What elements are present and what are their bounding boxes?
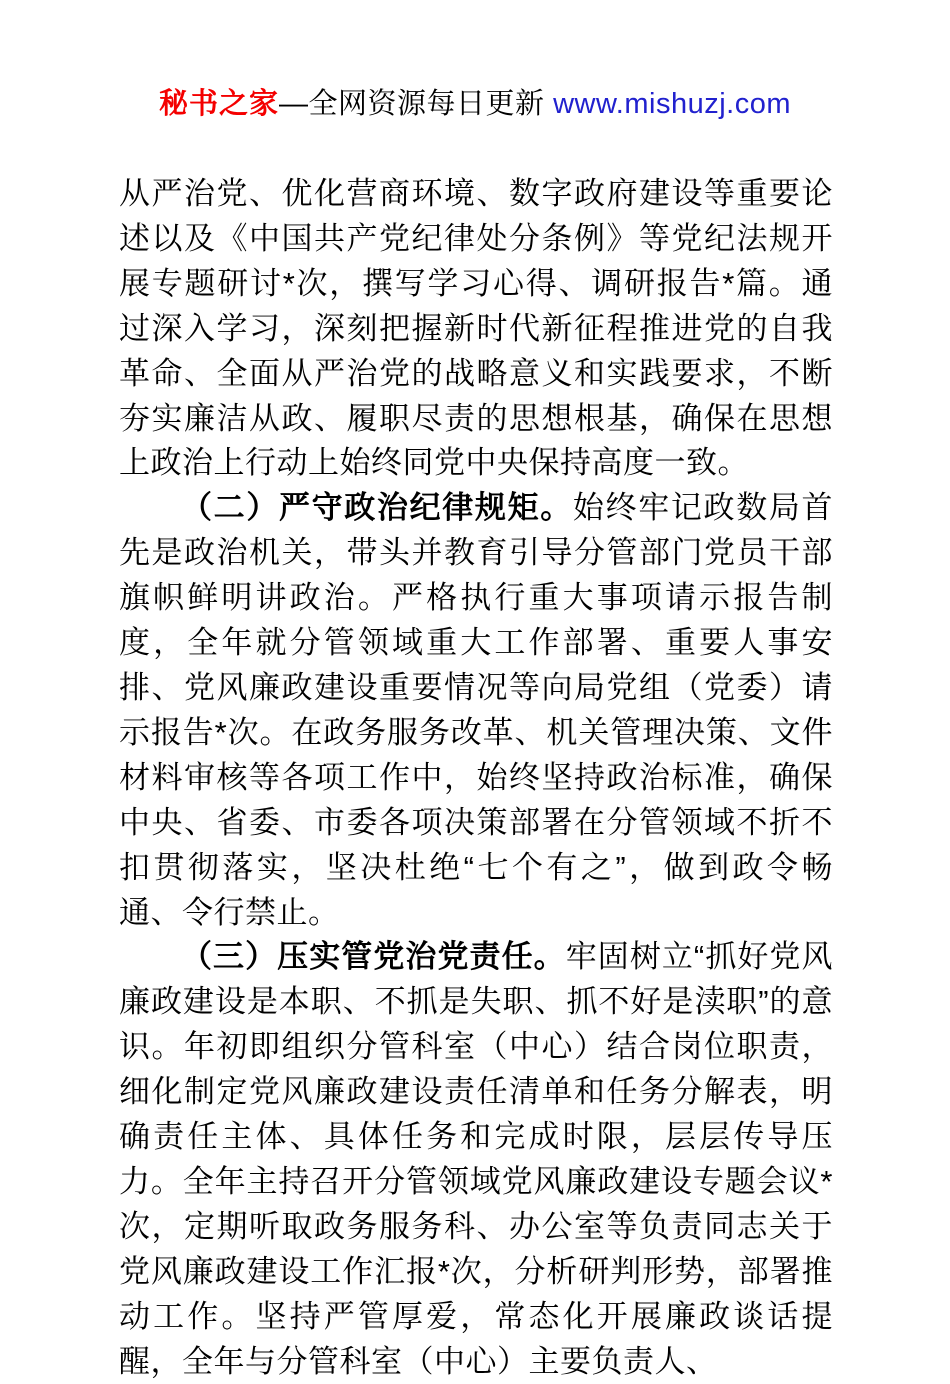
site-tagline: —全网资源每日更新: [279, 88, 554, 120]
document-body: [119, 172, 833, 1384]
site-header: [0, 86, 950, 122]
paragraph-continuation: [119, 172, 833, 486]
paragraph-heading: （三）压实管党治党责任。: [181, 939, 566, 975]
paragraph-section-3: [119, 935, 833, 1384]
site-name: 秘书之家: [158, 88, 279, 120]
paragraph-section-2: [119, 486, 833, 935]
paragraph-text: 从严治党、优化营商环境、数字政府建设等重要论述以及《中国共产党纪律处分条例》等党纪法规开展专题研讨*次，撰写学习心得、调研报告*篇。通过深入学习，深刻把握新时代新征程推进党的自我革命、全面从严治党的战略意义和实践要求，不断夯实廉洁从政、履职尽责的思想根基，确保在思想上政治上行动上始终同党中央保持高度一致。: [119, 176, 833, 481]
paragraph-text: 始终牢记政数局首先是政治机关，带头并教育引导分管部门党员干部旗帜鲜明讲政治。严格执行重大事项请示报告制度，全年就分管领域重大工作部署、重要人事安排、党风廉政建设重要情况等向局党组（党委）请示报告*次。在政务服务改革、机关管理决策、文件材料审核等各项工作中，始终坚持政治标准，确保中央、省委、市委各项决策部署在分管领域不折不扣贯彻落实，坚决杜绝“七个有之”，做到政令畅通、令行禁止。: [119, 490, 834, 930]
paragraph-text: 牢固树立“抓好党风廉政建设是本职、不抓是失职、抓不好是渎职”的意识。年初即组织分管科室（中心）结合岗位职责，细化制定党风廉政建设责任清单和任务分解表，明确责任主体、具体任务和完成时限，层层传导压力。全年主持召开分管领域党风廉政建设专题会议*次，定期听取政务服务科、办公室等负责同志关于党风廉政建设工作汇报*次，分析研判形势，部署推动工作。坚持严管厚爱，常态化开展廉政谈话提醒，全年与分管科室（中心）主要负责人、: [119, 939, 833, 1379]
paragraph-heading: （二）严守政治纪律规矩。: [181, 490, 573, 526]
site-url-link[interactable]: www.mishuzj.com: [553, 88, 791, 120]
